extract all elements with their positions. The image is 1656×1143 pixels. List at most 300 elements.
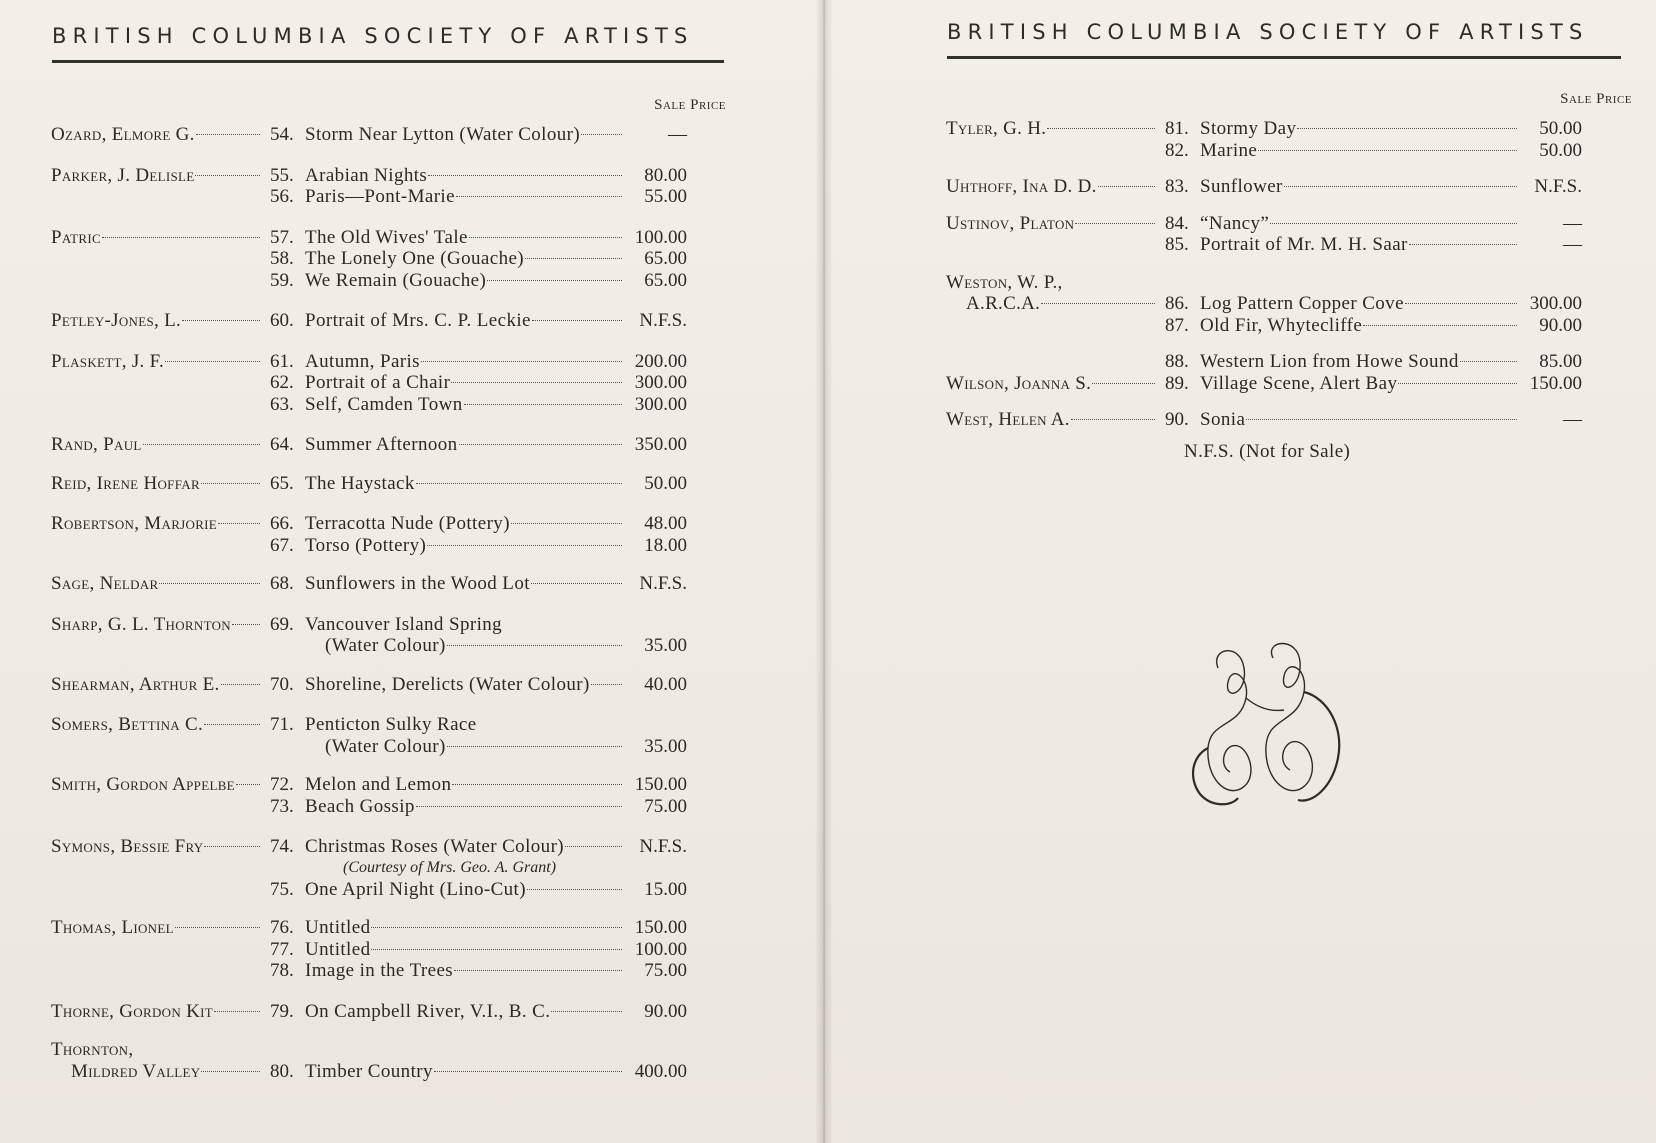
entry-line — [51, 674, 727, 696]
sale-price: 40.00 — [644, 673, 687, 695]
catalogue-number: 66. — [270, 513, 294, 534]
artist-name-text: Thornton, — [51, 1039, 134, 1060]
catalogue-number: 76. — [270, 917, 294, 938]
entry-line — [51, 917, 727, 939]
entry-line — [51, 960, 727, 982]
catalogue-number: 90. — [1165, 409, 1189, 430]
artwork-title-text: Storm Near Lytton (Water Colour) — [305, 124, 581, 145]
catalogue-number: 81. — [1165, 118, 1189, 139]
artist-entry — [51, 434, 727, 456]
artwork-title-text: Torso (Pottery) — [305, 534, 427, 556]
artwork-title — [305, 836, 625, 858]
sale-price: 48.00 — [644, 513, 687, 534]
entry-line — [946, 373, 1632, 395]
artwork-title — [1200, 409, 1520, 431]
dot-leader — [532, 320, 622, 321]
artwork-title — [305, 796, 625, 818]
sale-price: 50.00 — [1539, 139, 1582, 161]
catalogue-number: 61. — [270, 350, 294, 372]
catalogue-number: 63. — [270, 393, 294, 415]
artwork-title — [305, 879, 625, 901]
artist-name — [51, 513, 263, 535]
artist-name-text: Reid, Irene Hoffar — [51, 472, 200, 494]
artist-entry — [946, 409, 1632, 431]
artist-name-text: Smith, Gordon Appelbe — [51, 774, 235, 795]
entry-line — [946, 293, 1632, 315]
entry-line — [51, 513, 727, 535]
artist-entry — [946, 176, 1632, 198]
artist-name — [51, 1039, 263, 1061]
entry-line — [946, 272, 1632, 294]
artwork-title-text: Terracotta Nude (Pottery) — [305, 513, 510, 534]
dot-leader — [531, 583, 622, 584]
sale-price: 300.00 — [634, 372, 687, 393]
dot-leader — [565, 846, 622, 847]
artwork-title-text: The Old Wives' Tale — [305, 226, 468, 248]
entry-line — [51, 394, 727, 416]
sale-price: — — [1563, 409, 1582, 430]
artist-name-text: Uhthoff, Ina D. D. — [946, 176, 1097, 197]
dot-leader — [451, 382, 622, 383]
artist-name-text: Parker, J. Delisle — [51, 164, 195, 186]
artist-entry — [51, 165, 727, 208]
sale-price: N.F.S. — [1534, 176, 1582, 197]
artwork-title-text: Melon and Lemon — [305, 774, 452, 795]
catalogue-number: 65. — [270, 472, 294, 494]
artwork-list — [51, 124, 727, 1082]
artist-name — [51, 714, 263, 736]
dot-leader — [165, 361, 260, 362]
catalogue-number: 59. — [270, 269, 294, 291]
catalogue-number: 69. — [270, 613, 294, 635]
dot-leader — [182, 320, 260, 321]
artwork-title-text: Penticton Sulky Race — [305, 714, 477, 735]
artist-name-text: Plaskett, J. F. — [51, 350, 165, 372]
artwork-title — [305, 227, 625, 249]
artist-entry — [51, 674, 727, 696]
dot-leader — [214, 1011, 260, 1012]
artwork-title-text: The Lonely One (Gouache) — [305, 248, 525, 269]
artist-name-text: Thomas, Lionel — [51, 917, 174, 938]
artwork-title-text: “Nancy” — [1200, 212, 1270, 234]
artwork-title-text: We Remain (Gouache) — [305, 269, 487, 291]
catalogue-number: 58. — [270, 248, 294, 269]
entry-line — [51, 573, 727, 595]
sale-price: 35.00 — [644, 635, 687, 656]
right-page — [823, 0, 1656, 1143]
catalogue-number: 54. — [270, 124, 294, 145]
sale-price: N.F.S. — [639, 573, 687, 594]
artwork-title — [1200, 351, 1520, 373]
header-rule — [947, 56, 1621, 59]
artist-entry — [51, 513, 727, 556]
nfs-note: N.F.S. (Not for Sale) — [1184, 441, 1351, 462]
artist-name — [51, 473, 263, 495]
catalogue-number: 68. — [270, 573, 294, 594]
dot-leader — [102, 237, 260, 238]
artist-entry — [946, 373, 1632, 395]
sale-price: 75.00 — [644, 795, 687, 817]
artist-name — [946, 176, 1158, 198]
dot-leader — [1409, 244, 1517, 245]
artist-entry — [946, 118, 1632, 161]
entry-line — [51, 248, 727, 270]
dot-leader — [218, 523, 260, 524]
sale-price: 100.00 — [634, 938, 687, 960]
entry-line — [51, 635, 727, 657]
artist-name-text: Weston, W. P., — [946, 271, 1063, 293]
catalogue-number: 88. — [1165, 351, 1189, 372]
dot-leader — [371, 927, 622, 928]
artwork-title — [305, 473, 625, 495]
artwork-title — [305, 1061, 625, 1083]
artwork-title-text: Self, Camden Town — [305, 393, 463, 415]
artwork-title-text: Sunflower — [1200, 176, 1283, 197]
artist-name-text: Ozard, Elmore G. — [51, 124, 195, 145]
dot-leader — [421, 361, 622, 362]
sale-price: 65.00 — [644, 269, 687, 291]
dot-leader — [196, 134, 260, 135]
sale-price: 300.00 — [634, 393, 687, 415]
dot-leader — [416, 483, 622, 484]
artist-name-text: Patric — [51, 226, 101, 248]
catalogue-number: 62. — [270, 372, 294, 393]
artist-name-text: Symons, Bessie Fry — [51, 836, 204, 857]
entry-line — [946, 351, 1632, 373]
artwork-title — [305, 674, 625, 696]
dot-leader — [1092, 383, 1155, 384]
sale-price: 150.00 — [1529, 372, 1582, 394]
artwork-title-text: Western Lion from Howe Sound — [1200, 351, 1459, 372]
artist-entry — [946, 272, 1632, 373]
catalogue-number: 78. — [270, 960, 294, 981]
artwork-title — [325, 635, 625, 657]
catalogue-number: 57. — [270, 226, 294, 248]
artwork-title — [1200, 140, 1520, 162]
dot-leader — [1075, 223, 1155, 224]
sale-price: 85.00 — [1539, 351, 1582, 372]
artwork-title-text: One April Night (Lino-Cut) — [305, 878, 526, 900]
dot-leader — [459, 444, 622, 445]
entry-line — [51, 714, 727, 736]
artwork-title-text: (Water Colour) — [325, 635, 446, 656]
dot-leader — [204, 846, 260, 847]
sale-price: 35.00 — [644, 735, 687, 757]
sale-price: 200.00 — [634, 350, 687, 372]
artwork-title — [305, 939, 625, 961]
artwork-title — [325, 736, 625, 758]
artwork-title-text: Old Fir, Whytecliffe — [1200, 314, 1363, 336]
dot-leader — [511, 523, 622, 524]
artwork-title-text: (Water Colour) — [325, 735, 446, 757]
artist-name — [51, 774, 263, 796]
artwork-title-text: Untitled — [305, 938, 371, 960]
artist-name — [51, 351, 263, 373]
catalogue-number: 60. — [270, 310, 294, 331]
left-page — [0, 0, 823, 1143]
entry-line — [51, 270, 727, 292]
artwork-title — [305, 351, 625, 373]
artwork-title — [305, 535, 625, 557]
entry-line — [51, 614, 727, 636]
catalogue-number: 64. — [270, 434, 294, 455]
artwork-title — [305, 434, 625, 456]
artist-name — [51, 573, 263, 595]
dot-leader — [201, 483, 260, 484]
artwork-title-text: Stormy Day — [1200, 118, 1297, 139]
artwork-title — [305, 372, 625, 394]
artist-entry — [51, 310, 727, 332]
sale-price: 150.00 — [634, 917, 687, 938]
artist-name-text: Rand, Paul — [51, 434, 142, 455]
entry-line — [51, 372, 727, 394]
page-header: BRITISH COLUMBIA SOCIETY OF ARTISTS — [52, 24, 694, 48]
dot-leader — [232, 624, 260, 625]
artwork-title — [305, 614, 625, 636]
artwork-title — [1200, 234, 1520, 256]
artist-entry — [51, 614, 727, 657]
artist-name — [51, 674, 263, 696]
catalogue-number: 70. — [270, 673, 294, 695]
artwork-title-text: Portrait of Mr. M. H. Saar — [1200, 234, 1408, 255]
dot-leader — [427, 545, 622, 546]
dot-leader — [452, 784, 622, 785]
entry-line — [51, 186, 727, 208]
catalogue-number: 77. — [270, 938, 294, 960]
sale-price: 350.00 — [634, 434, 687, 455]
artist-entry — [51, 227, 727, 292]
entry-line — [51, 836, 727, 858]
dot-leader — [581, 134, 622, 135]
artwork-title — [1200, 315, 1520, 337]
artist-entry — [51, 1039, 727, 1082]
artwork-title — [305, 394, 625, 416]
artwork-title-text: Christmas Roses (Water Colour) — [305, 836, 565, 857]
dot-leader — [1258, 150, 1517, 151]
artwork-title — [305, 124, 625, 146]
artwork-title-text: Autumn, Paris — [305, 350, 420, 372]
artist-name — [946, 118, 1158, 140]
artist-name — [946, 373, 1158, 395]
courtesy-note: (Courtesy of Mrs. Geo. A. Grant) — [343, 858, 557, 876]
artist-name-text: Mildred Valley — [71, 1060, 201, 1082]
sale-price: 150.00 — [634, 774, 687, 795]
artist-name — [51, 614, 263, 636]
sale-price: 80.00 — [644, 164, 687, 186]
artist-name — [51, 917, 263, 939]
artist-name — [946, 213, 1158, 235]
artwork-title-text: Sunflowers in the Wood Lot — [305, 573, 530, 594]
artist-entry — [51, 351, 727, 416]
entry-line — [51, 939, 727, 961]
entry-line — [946, 234, 1632, 256]
catalogue-number: 71. — [270, 714, 294, 735]
center-fold — [815, 0, 833, 1143]
artist-name — [51, 124, 263, 146]
dot-leader — [434, 1071, 622, 1072]
artwork-title-text: Portrait of Mrs. C. P. Leckie — [305, 310, 531, 331]
artist-entry — [51, 473, 727, 495]
artwork-title-text: Vancouver Island Spring — [305, 613, 503, 635]
dot-leader — [1405, 303, 1517, 304]
artwork-title — [305, 573, 625, 595]
artist-name-text: West, Helen A. — [946, 409, 1070, 430]
artist-name-text: Petley-Jones, L. — [51, 310, 182, 331]
artist-name-text: Tyler, G. H. — [946, 118, 1047, 139]
artwork-title-text: Shoreline, Derelicts (Water Colour) — [305, 673, 590, 695]
artist-name — [51, 165, 263, 187]
dot-leader — [221, 684, 260, 685]
sale-price: 400.00 — [634, 1060, 687, 1082]
catalogue-number: 85. — [1165, 234, 1189, 255]
entry-line — [51, 165, 727, 187]
artist-entry — [51, 1001, 727, 1023]
artwork-title-text: Summer Afternoon — [305, 434, 458, 455]
catalogue-number: 80. — [270, 1060, 294, 1082]
artist-name — [946, 409, 1158, 431]
entry-line — [51, 227, 727, 249]
dot-leader — [551, 1011, 622, 1012]
artwork-title — [305, 186, 625, 208]
artwork-title-text: Paris—Pont-Marie — [305, 186, 455, 207]
artist-entry — [51, 124, 727, 146]
entry-line — [946, 213, 1632, 235]
artwork-title-text: Marine — [1200, 139, 1258, 161]
dot-leader — [1398, 383, 1517, 384]
dot-leader — [525, 258, 622, 259]
header-rule — [52, 60, 724, 63]
artwork-title-text: Beach Gossip — [305, 795, 415, 817]
sale-price: 90.00 — [1539, 314, 1582, 336]
dot-leader — [371, 949, 622, 950]
artwork-title — [1200, 293, 1520, 315]
dot-leader — [1098, 186, 1155, 187]
entry-line — [51, 736, 727, 758]
artist-name — [946, 272, 1158, 294]
artist-name — [51, 434, 263, 456]
sale-price: 90.00 — [644, 1000, 687, 1022]
artist-entry — [51, 714, 727, 757]
artwork-title-text: Untitled — [305, 917, 371, 938]
artwork-title-text: Image in the Trees — [305, 960, 454, 981]
artwork-title — [305, 960, 625, 982]
dot-leader — [428, 175, 622, 176]
artwork-title — [305, 513, 625, 535]
dot-leader — [1460, 361, 1517, 362]
entry-line — [946, 118, 1632, 140]
dot-leader — [1363, 325, 1517, 326]
artist-name-text: Thorne, Gordon Kit — [51, 1000, 213, 1022]
entry-line — [51, 879, 727, 901]
artwork-title — [305, 917, 625, 939]
catalogue-number: 56. — [270, 186, 294, 207]
entry-line — [946, 315, 1632, 337]
dot-leader — [204, 724, 260, 725]
entry-line — [51, 124, 727, 146]
entry-line — [51, 310, 727, 332]
catalogue-number: 73. — [270, 795, 294, 817]
dot-leader — [487, 280, 622, 281]
artist-name — [51, 1061, 263, 1083]
artwork-title-text: Log Pattern Copper Cove — [1200, 293, 1404, 314]
artist-name-text: Sharp, G. L. Thornton — [51, 613, 231, 635]
artwork-title-text: The Haystack — [305, 472, 415, 494]
entry-line — [946, 409, 1632, 431]
page-header: BRITISH COLUMBIA SOCIETY OF ARTISTS — [947, 20, 1589, 44]
dot-leader — [175, 927, 260, 928]
catalogue-number: 84. — [1165, 212, 1189, 234]
entry-line — [51, 434, 727, 456]
artist-name-text: Sage, Neldar — [51, 573, 159, 594]
dot-leader — [464, 404, 622, 405]
sale-price: 18.00 — [644, 534, 687, 556]
artwork-title-text: Timber Country — [305, 1060, 433, 1082]
dot-leader — [527, 889, 622, 890]
artwork-title-text: Sonia — [1200, 409, 1246, 430]
artist-name — [51, 1001, 263, 1023]
catalogue-number: 83. — [1165, 176, 1189, 197]
sale-price: 100.00 — [634, 226, 687, 248]
catalogue-number: 67. — [270, 534, 294, 556]
dot-leader — [1246, 419, 1517, 420]
artwork-title — [305, 248, 625, 270]
artwork-title — [305, 1001, 625, 1023]
catalogue-number: 79. — [270, 1000, 294, 1022]
artist-entry — [946, 213, 1632, 256]
entry-line — [51, 858, 727, 879]
artwork-title-text: Village Scene, Alert Bay — [1200, 372, 1398, 394]
entry-line — [51, 351, 727, 373]
artwork-title — [305, 165, 625, 187]
artwork-title — [1200, 373, 1520, 395]
dot-leader — [591, 684, 622, 685]
artist-name-text: A.R.C.A. — [966, 293, 1041, 314]
catalogue-number: 74. — [270, 836, 294, 857]
artwork-title — [305, 714, 625, 736]
dot-leader — [1071, 419, 1155, 420]
dot-leader — [447, 645, 622, 646]
entry-line — [51, 473, 727, 495]
artist-entry — [51, 917, 727, 982]
entry-line — [51, 774, 727, 796]
sale-price: 75.00 — [644, 960, 687, 981]
artwork-title — [305, 774, 625, 796]
entry-line — [51, 535, 727, 557]
artist-entry — [51, 836, 727, 900]
entry-line — [946, 140, 1632, 162]
catalogue-number: 86. — [1165, 293, 1189, 314]
dot-leader — [416, 806, 622, 807]
catalogue-number: 72. — [270, 774, 294, 795]
artist-name-text: Somers, Bettina C. — [51, 714, 204, 735]
dot-leader — [1270, 223, 1517, 224]
artist-name-text: Robertson, Marjorie — [51, 513, 218, 534]
sale-price: — — [668, 124, 687, 145]
artwork-title — [1200, 213, 1520, 235]
sale-price: 50.00 — [644, 472, 687, 494]
entry-line — [51, 1061, 727, 1083]
catalogue-number: 87. — [1165, 314, 1189, 336]
artist-name-text: Wilson, Joanna S. — [946, 372, 1092, 394]
entry-line — [946, 176, 1632, 198]
artist-entry — [51, 774, 727, 817]
dot-leader — [159, 583, 260, 584]
artist-name-text: Ustinov, Platon — [946, 212, 1075, 234]
dot-leader — [195, 175, 260, 176]
artwork-list — [946, 118, 1632, 431]
sale-price-label: Sale Price — [654, 97, 726, 113]
dot-leader — [1297, 128, 1517, 129]
